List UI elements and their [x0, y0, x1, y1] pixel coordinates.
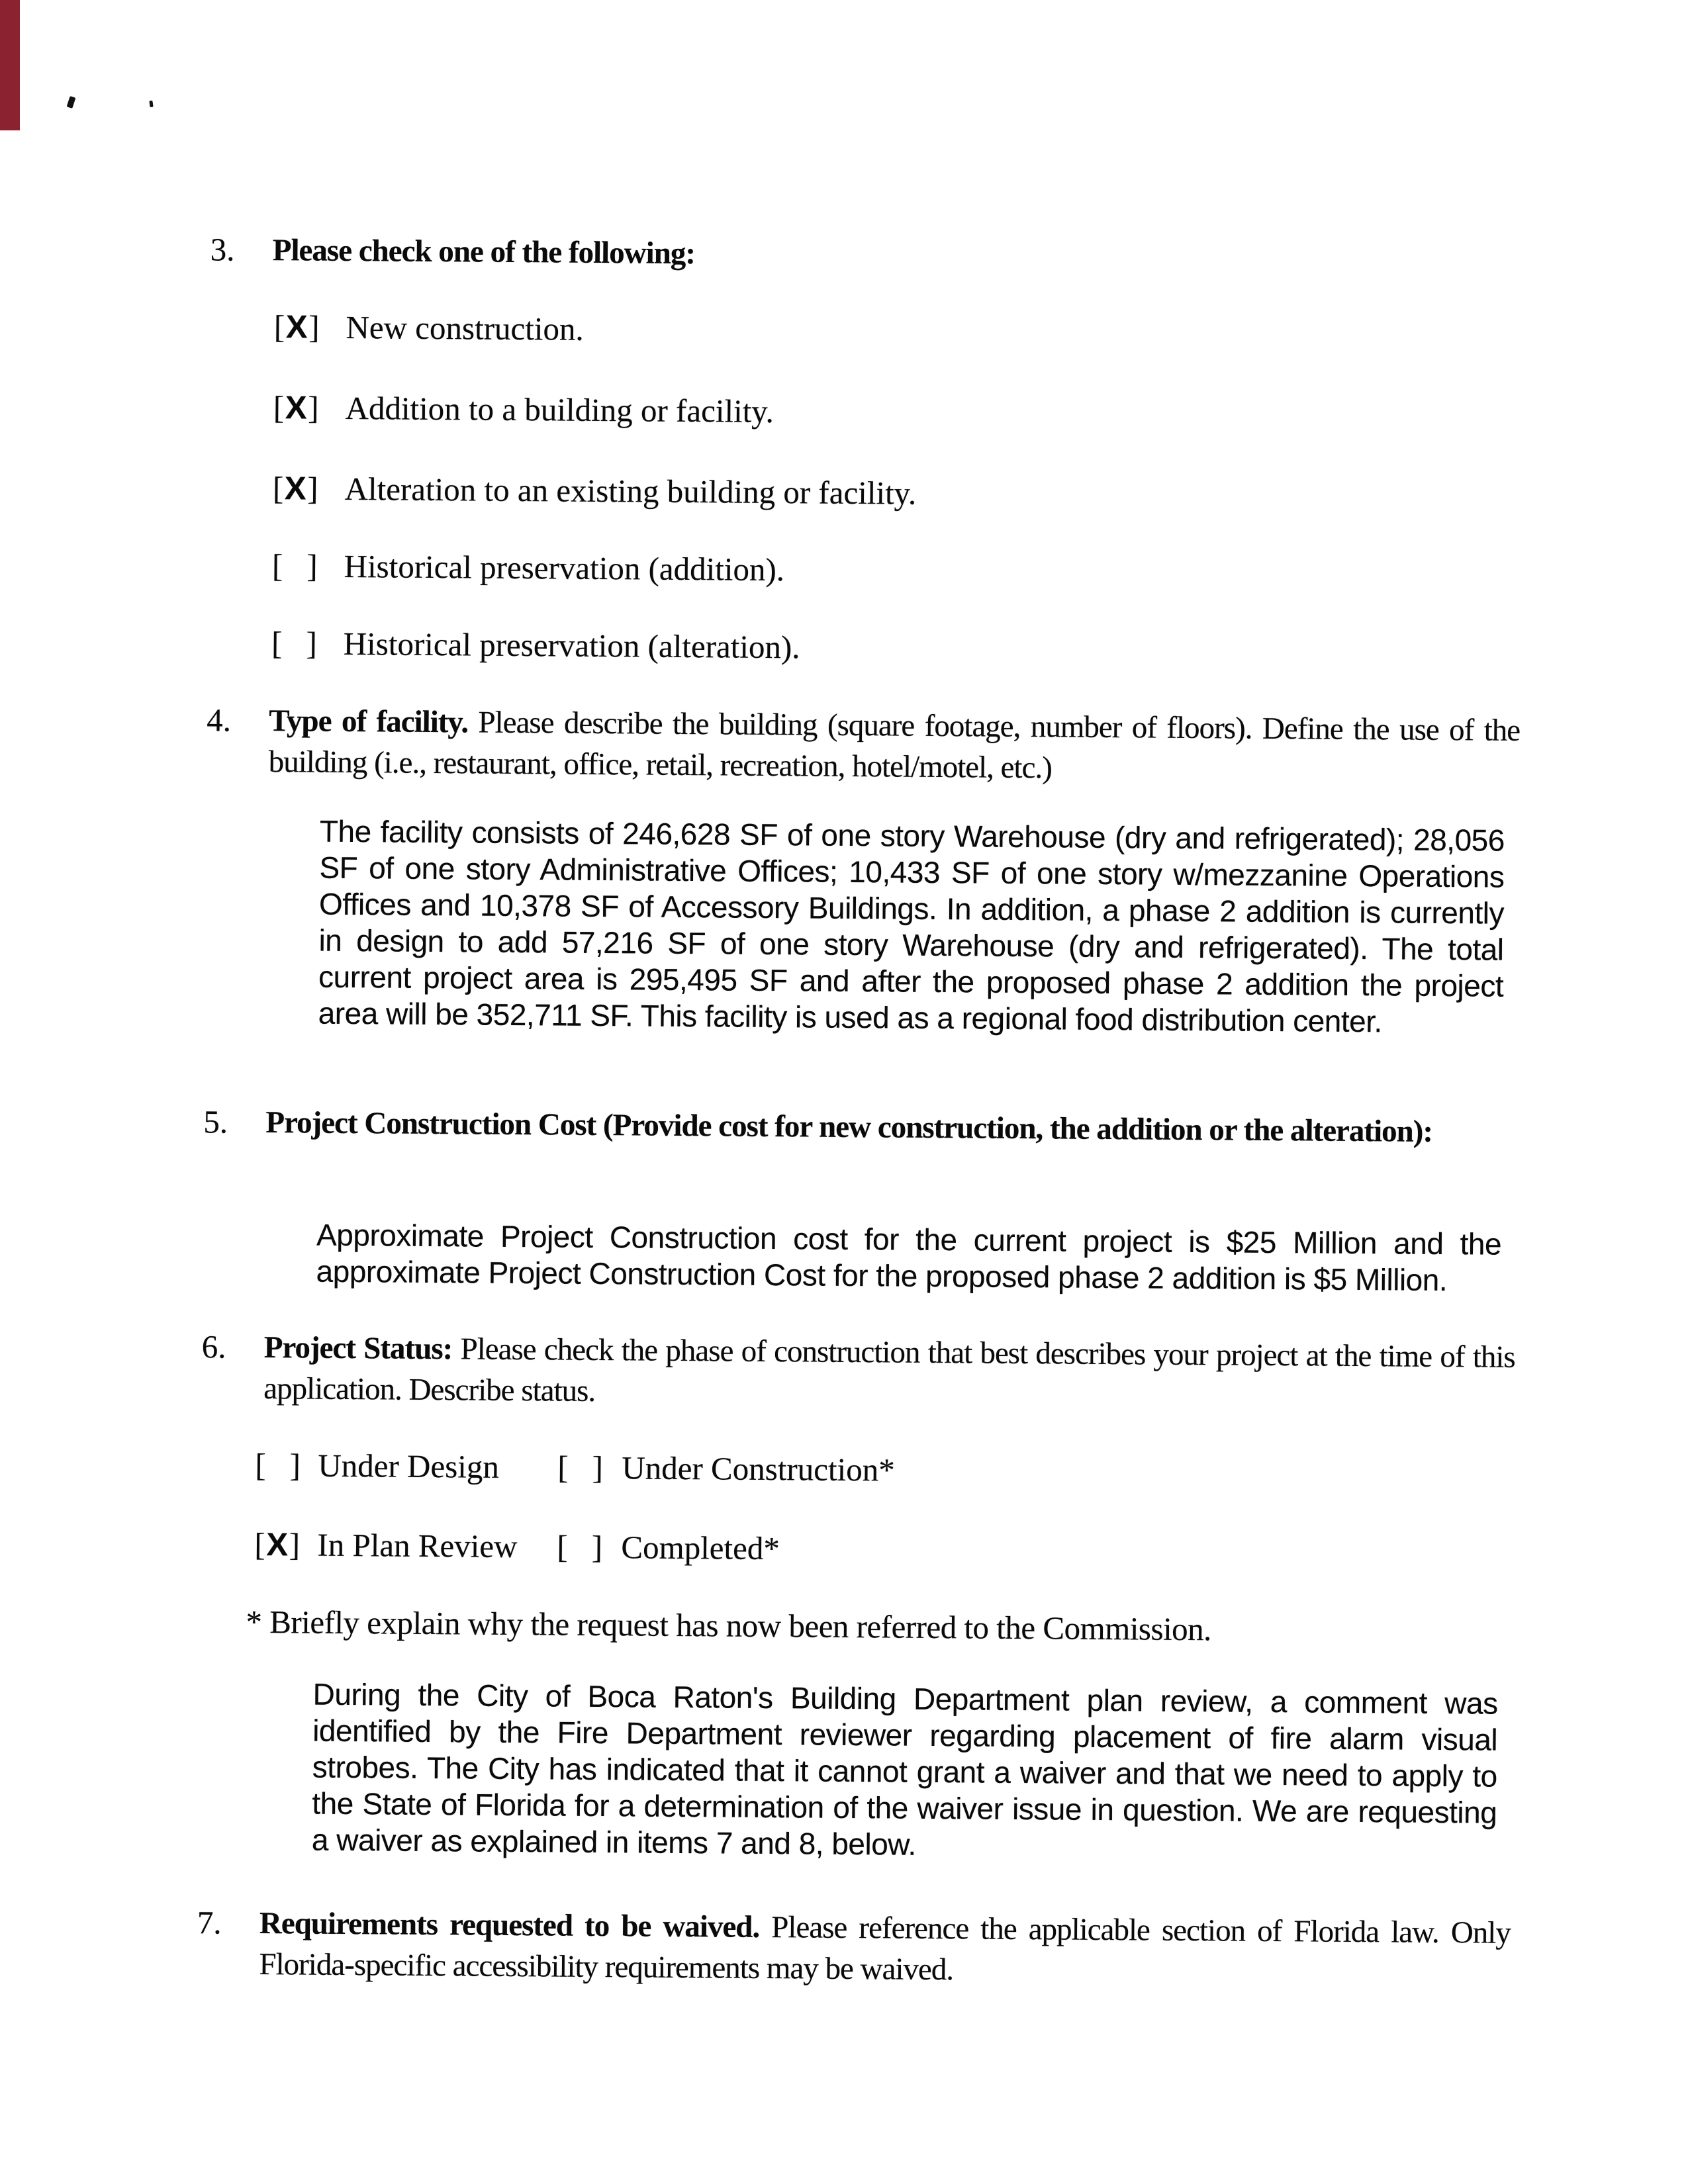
item-4-heading-bold: Type of facility.: [268, 704, 469, 740]
item-3-heading: [273, 230, 1524, 281]
item-5-heading-text: Project Construction Cost (Provide cost for new construction, the addition or the alteration):: [265, 1105, 1433, 1149]
status-label-under-design: Under Design: [318, 1447, 500, 1485]
checkbox-x-mark: X: [285, 390, 307, 426]
item-4-number: 4.: [206, 702, 232, 739]
bracket-open: [: [273, 389, 285, 426]
item-4-heading: [268, 700, 1520, 792]
bracket-close: ]: [591, 1528, 603, 1566]
checkbox-box: [271, 625, 317, 662]
status-row-2: [254, 1525, 1313, 1575]
bracket-open: [: [254, 1525, 265, 1563]
item-4-response-paragraph: The facility consists of 246,628 SF of one story Warehouse (dry and refrigerated); 28,056 SF of one story Administrative Offices; 10,433 SF of one story w/mezzanine Operations Offices and 10,378 SF of Accessory Buildings. In addition, a phase 2 addition is currently in design to add 57,216 SF of one story Warehouse (dry and refrigerated). The total current project area is 295,495 SF and after the proposed phase 2 addition the project area will be 352,711 SF. This facility is used as a regional food distribution center.: [318, 813, 1505, 1039]
checkbox-row-alteration: [273, 470, 917, 512]
checkbox-label: Historical preservation (alteration).: [343, 625, 800, 666]
item-7-number: 7.: [197, 1904, 222, 1941]
checkbox-row-historical-addition: [272, 547, 784, 588]
bracket-close: ]: [289, 1526, 301, 1563]
bracket-close: ]: [592, 1449, 604, 1486]
checkbox-label: New construction.: [346, 308, 584, 347]
item-7-heading-rest: Please reference the applicable section of Florida law. Only Florida-specific accessibility requirements may be waived.: [259, 1909, 1511, 1987]
checkbox-box: [274, 308, 320, 346]
checkbox-label: Addition to a building or facility.: [345, 389, 774, 430]
checkbox-row-addition: [273, 389, 774, 430]
checkbox-row-historical-alteration: [271, 625, 800, 666]
bracket-open: [: [271, 625, 283, 662]
status-label-in-plan-review: In Plan Review: [317, 1526, 518, 1565]
bracket-close: ]: [308, 389, 319, 426]
item-5-number: 5.: [203, 1103, 228, 1140]
checkbox-x-mark: X: [284, 471, 306, 507]
checkbox-box: [272, 547, 318, 585]
item-7-heading: [259, 1903, 1511, 1995]
item-7-heading-bold: Requirements requested to be waived.: [259, 1906, 760, 1944]
status-label-completed: Completed*: [621, 1529, 780, 1567]
checkbox-box-in-plan-review: [254, 1525, 300, 1564]
checkbox-box: [273, 389, 319, 427]
bracket-close: ]: [306, 547, 318, 584]
checkbox-box-under-construction: [557, 1449, 603, 1487]
item-5-heading: [265, 1102, 1517, 1153]
bracket-open: [: [255, 1446, 266, 1484]
checkbox-box-completed: [557, 1528, 602, 1567]
item-3-number: 3.: [210, 231, 235, 268]
item-6-heading-bold: Project Status:: [263, 1330, 453, 1367]
checkbox-box: [273, 470, 318, 508]
item-6-response-paragraph: During the City of Boca Raton's Building Department plan review, a comment was identified by the Fire Department reviewer regarding placement of fire alarm visual strobes. The City has indicated that it cannot grant a waiver and that we need to apply to the State of Florida for a determination of the waiver issue in question. We are requesting a waiver as explained in items 7 and 8, below.: [311, 1676, 1498, 1862]
item-4-heading-rest: Please describe the building (square footage, number of floors). Define the use of the building (i.e., restaurant, office, retail, recreation, hotel/motel, etc.): [268, 705, 1521, 786]
bracket-open: [: [271, 547, 283, 584]
bracket-open: [: [557, 1449, 569, 1486]
checkbox-label: Alteration to an existing building or facility.: [344, 470, 917, 512]
checkbox-row-new-construction: [274, 308, 584, 348]
item-3-heading-text: Please check one of the following:: [272, 233, 696, 271]
bracket-close: ]: [289, 1447, 301, 1484]
checkbox-box-under-design: [255, 1446, 301, 1484]
bracket-close: ]: [308, 308, 320, 345]
bracket-open: [: [273, 308, 285, 345]
bracket-open: [: [272, 470, 284, 507]
item-6-number: 6.: [201, 1328, 226, 1365]
item-5-response-paragraph: Approximate Project Construction cost for the current project is $25 Million and the approximate Project Construction Cost for the proposed phase 2 addition is $5 Million.: [316, 1217, 1502, 1298]
checkbox-label: Historical preservation (addition).: [344, 547, 785, 588]
status-label-under-construction: Under Construction*: [622, 1449, 895, 1488]
item-6-heading: [263, 1327, 1515, 1419]
bracket-close: ]: [306, 625, 317, 662]
bracket-open: [: [557, 1528, 568, 1565]
checkbox-x-mark: X: [266, 1527, 289, 1563]
status-footnote: * Briefly explain why the request has now been referred to the Commission.: [246, 1603, 1212, 1648]
item-6-heading-rest: Please check the phase of construction that best describes your project at the time of this application. Describe status.: [263, 1332, 1515, 1408]
bracket-close: ]: [307, 470, 318, 507]
status-row-1: [255, 1446, 1314, 1496]
checkbox-x-mark: X: [285, 309, 308, 345]
